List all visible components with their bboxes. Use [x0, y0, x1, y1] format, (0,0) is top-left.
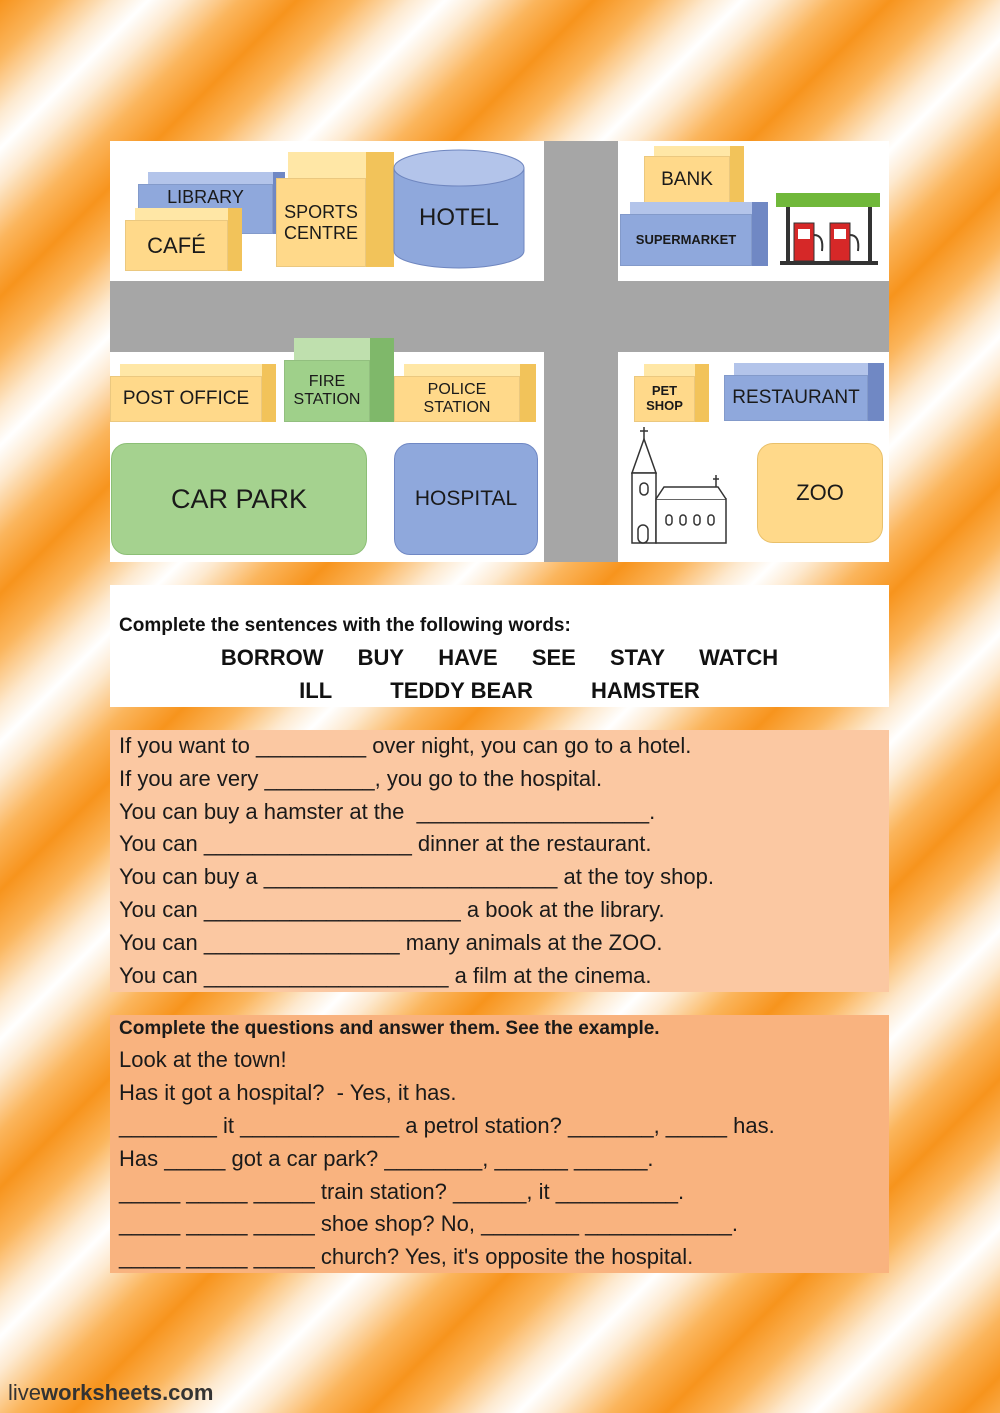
- word-borrow: BORROW: [220, 645, 324, 670]
- hospital-building: [394, 443, 538, 555]
- sentence-line: You can _____________________ a book at the library.: [119, 897, 665, 922]
- question-line: Has it got a hospital? - Yes, it has.: [119, 1080, 457, 1105]
- road-horizontal: [110, 281, 889, 352]
- bank-building: [644, 146, 744, 203]
- question-line: ________ it _____________ a petrol station? _______, _____ has.: [119, 1113, 775, 1138]
- word-hamster: HAMSTER: [591, 678, 700, 703]
- sentences-exercise: [110, 730, 889, 992]
- pet-shop-building: [634, 364, 709, 422]
- question-line: _____ _____ _____ train station? ______, it __________.: [119, 1179, 685, 1204]
- word-see: SEE: [531, 645, 576, 670]
- cafe-building: [125, 208, 242, 271]
- site-logo[interactable]: [8, 1380, 213, 1406]
- pet-shop-label-1: PET: [651, 383, 678, 399]
- sports-centre-label-2: CENTRE: [283, 222, 358, 243]
- zoo-area: [757, 443, 883, 543]
- police-station-label-1: POLICE: [427, 380, 487, 398]
- zoo-label: ZOO: [796, 480, 844, 505]
- word-watch: WATCH: [699, 645, 779, 670]
- car-park-label: CAR PARK: [170, 483, 308, 514]
- church-icon: [628, 425, 732, 545]
- post-office-label: POST OFFICE: [110, 376, 262, 422]
- sentence-line: If you are very _________, you go to the hospital.: [119, 766, 603, 791]
- word-bank-row-2: [110, 678, 889, 704]
- library-label: LIBRARY: [138, 184, 273, 234]
- sentence-line: You can buy a ________________________ at the toy shop.: [119, 864, 714, 889]
- word-bank: [110, 585, 889, 707]
- petrol-station-icon: [772, 191, 884, 267]
- police-station-label-2: STATION: [423, 399, 491, 416]
- question-line: Look at the town!: [119, 1047, 287, 1072]
- sentence-line: You can _________________ dinner at the restaurant.: [119, 831, 652, 856]
- question-line: _____ _____ _____ church? Yes, it's opposite the hospital.: [119, 1244, 694, 1269]
- word-bank-title: Complete the sentences with the following words:: [119, 615, 571, 636]
- restaurant-building: [724, 363, 884, 421]
- road-vertical: [544, 141, 618, 562]
- hotel-label: HOTEL: [418, 204, 499, 231]
- question-line: _____ _____ _____ shoe shop? No, ________ ____________.: [119, 1211, 739, 1236]
- sports-centre-building: [276, 152, 394, 267]
- supermarket-label: SUPERMARKET: [620, 214, 752, 266]
- fire-station-label-2: STATION: [293, 391, 361, 408]
- hospital-label: HOSPITAL: [414, 487, 518, 510]
- car-park-area: [111, 443, 367, 555]
- word-teddy-bear: TEDDY BEAR: [390, 678, 533, 703]
- question-line: Has _____ got a car park? ________, ______ ______.: [119, 1146, 654, 1171]
- sports-centre-label-1: SPORTS: [284, 201, 358, 222]
- word-bank-row-1: [110, 645, 889, 671]
- town-map: [110, 141, 889, 562]
- word-buy: BUY: [357, 645, 405, 670]
- fire-station-building: [284, 338, 394, 422]
- word-stay: STAY: [609, 645, 665, 670]
- bank-label: BANK: [644, 156, 730, 203]
- sentence-line: If you want to _________ over night, you can go to a hotel.: [119, 733, 692, 758]
- sentence-line: You can buy a hamster at the ___________________.: [119, 799, 656, 824]
- post-office-building: [110, 364, 276, 422]
- logo-live: live: [8, 1380, 42, 1405]
- restaurant-label: RESTAURANT: [724, 375, 868, 421]
- pet-shop-label-2: SHOP: [646, 398, 683, 413]
- word-have: HAVE: [438, 645, 498, 670]
- logo-worksheets: worksheets.com: [41, 1380, 214, 1405]
- sentence-line: You can ____________________ a film at the cinema.: [119, 963, 652, 988]
- cafe-label: CAFÉ: [125, 220, 228, 271]
- sentence-line: You can ________________ many animals at the ZOO.: [119, 930, 663, 955]
- questions-title: Complete the questions and answer them. See the example.: [119, 1018, 660, 1039]
- word-ill: ILL: [299, 678, 333, 703]
- questions-exercise: [110, 1015, 889, 1273]
- supermarket-building: [620, 202, 768, 266]
- police-station-building: [394, 364, 536, 422]
- fire-station-label-1: FIRE: [308, 372, 346, 390]
